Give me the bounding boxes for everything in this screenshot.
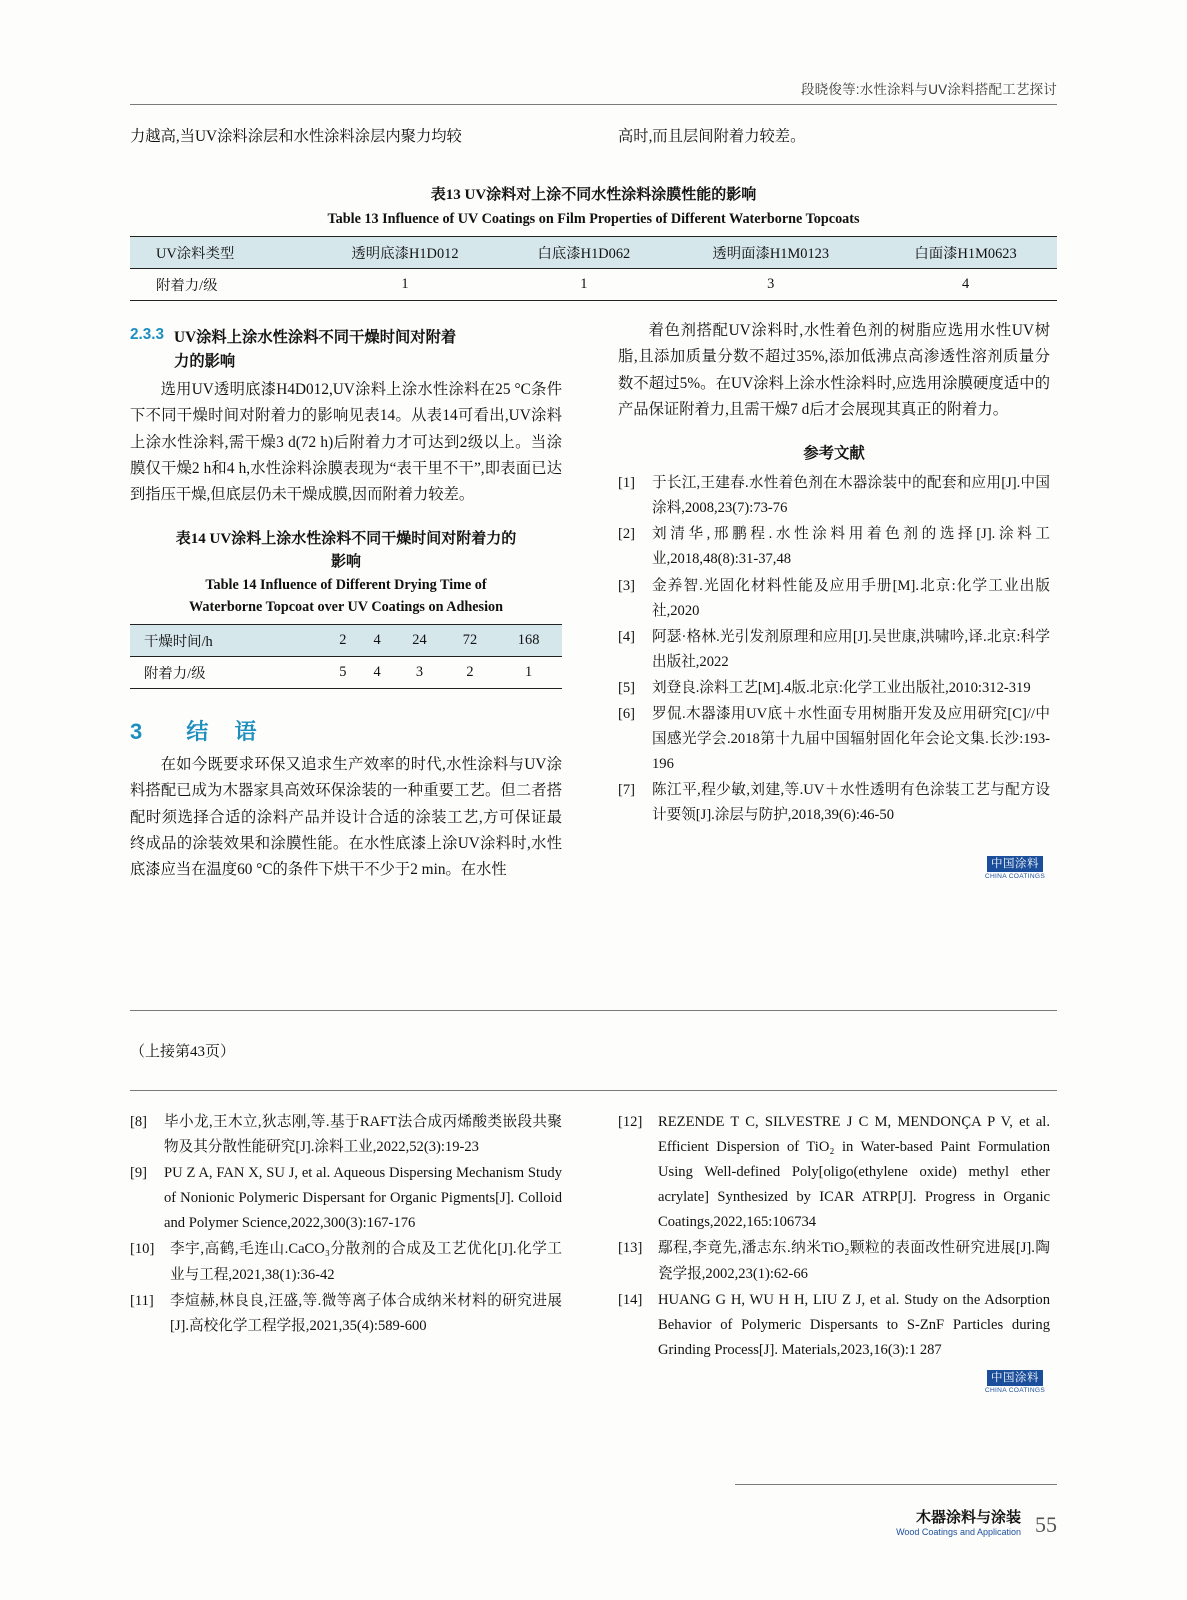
right-top-paragraph: 高时,而且层间附着力较差。 bbox=[618, 128, 806, 145]
reference-text: PU Z A, FAN X, SU J, et al. Aqueous Dispersing Mechanism Study of Nonionic Polymeric Dispersant for Organic Pigments[J]. Colloid and Polymer Science,2022,300(3):167-176 bbox=[164, 1165, 562, 1232]
table13-cell: 4 bbox=[961, 275, 970, 292]
column-left bbox=[130, 318, 562, 886]
table13-header-cell: 白底漆H1D062 bbox=[500, 236, 667, 268]
subsection-title-line2: 力的影响 bbox=[174, 353, 236, 371]
china-coatings-logo bbox=[980, 855, 1050, 881]
logo-row-bottom bbox=[618, 1369, 1050, 1395]
table14-header-row bbox=[130, 625, 562, 657]
reference-item bbox=[130, 1161, 562, 1236]
logo-cn-text: 中国涂料 bbox=[987, 1370, 1043, 1386]
table13-cell: 1 bbox=[401, 275, 409, 292]
table14-cell: 1 bbox=[525, 664, 533, 681]
reference-item bbox=[618, 778, 1050, 828]
continued-note: （上接第43页） bbox=[130, 1044, 236, 1060]
logo-row-top bbox=[618, 855, 1050, 881]
logo-cn-text: 中国涂料 bbox=[987, 856, 1043, 872]
reference-text: REZENDE T C, SILVESTRE J C M, MENDONÇA P V, et al. Efficient Dispersion of TiO₂ in Water-based Paint Formulation Using Well-defined Poly[oligo(ethylene oxide) methyl ether acrylate] Synthesized by ICAR ATRP[J]. Progress in Organic Coatings,2022,165:106734 bbox=[658, 1114, 1050, 1231]
column-right-bottom bbox=[618, 1110, 1050, 1395]
reference-number: [2] bbox=[618, 526, 636, 543]
reference-item bbox=[618, 702, 1050, 777]
footer-rule bbox=[735, 1484, 1057, 1485]
table13-caption-cn: 表13 UV涂料对上涂不同水性涂料涂膜性能的影响 bbox=[430, 187, 757, 203]
reference-text: 鄢程,李竟先,潘志东.纳米TiO₂颗粒的表面改性研究进展[J].陶瓷学报,2002,23(1):62-66 bbox=[658, 1240, 1050, 1282]
reference-number: [7] bbox=[618, 782, 636, 799]
conclusion-heading-number: 3 bbox=[130, 719, 153, 745]
table14-cell: 附着力/级 bbox=[144, 666, 206, 683]
reference-number: [1] bbox=[618, 475, 636, 492]
table13-row bbox=[130, 268, 1057, 300]
reference-item bbox=[618, 471, 1050, 521]
reference-text: HUANG G H, WU H H, LIU Z J, et al. Study on the Adsorption Behavior of Polymeric Dispersants to S-ZnF Particles during Grinding Process[J]. Materials,2023,16(3):1 287 bbox=[658, 1291, 1050, 1358]
bottom-columns bbox=[130, 1110, 1057, 1395]
reference-text: 刘登良.涂料工艺[M].4版.北京:化学工业出版社,2010:312-319 bbox=[652, 679, 1031, 696]
table14-caption-cn-line1: 表14 UV涂料上涂水性涂料不同干燥时间对附着力的 bbox=[175, 531, 517, 548]
reference-item bbox=[618, 522, 1050, 572]
reference-text: 罗侃.木器漆用UV底＋水性面专用树脂开发及应用研究[C]//中国感光学会.2018第十九届中国辐射固化年会论文集.长沙:193-196 bbox=[652, 706, 1050, 773]
left-paragraph-1: 选用UV透明底漆H4D012,UV涂料上涂水性涂料在25 °C条件下不同干燥时间对附着力的影响见表14。从表14可看出,UV涂料上涂水性涂料,需干燥3 d(72 h)后附着力才可达到2级以上。当涂膜仅干燥2 h和4 h,水性涂料涂膜表现为“表干里不干”,即表面已达到指压干燥,但底层仍未干燥成膜,因而附着力较差。 bbox=[130, 380, 562, 504]
section-divider-rule bbox=[130, 1010, 1057, 1011]
table14-header-cell: 干燥时间/h bbox=[130, 625, 326, 657]
reference-number: [12] bbox=[618, 1114, 643, 1130]
reference-text: 陈江平,程少敏,刘建,等.UV＋水性透明有色涂装工艺与配方设计要领[J].涂层与防护,2018,39(6):46-50 bbox=[652, 782, 1050, 824]
continued-divider-rule bbox=[130, 1090, 1057, 1091]
conclusion-paragraph: 在如今既要求环保又追求生产效率的时代,水性涂料与UV涂料搭配已成为木器家具高效环保涂装的一种重要工艺。但二者搭配时须选择合适的涂料产品并设计合适的涂装工艺,方可保证最终成品的涂装效果和涂膜性能。在水性底漆上涂UV涂料时,水性底漆应当在温度60 °C的条件下烘干不少于2 min。在水性 bbox=[130, 756, 562, 879]
page-number: 55 bbox=[1035, 1512, 1057, 1537]
conclusion-heading bbox=[130, 715, 562, 746]
reference-item bbox=[130, 1289, 562, 1339]
table14-cell: 4 bbox=[373, 664, 381, 681]
reference-item bbox=[618, 574, 1050, 624]
table14-block bbox=[130, 528, 562, 689]
subsection-title-line1: UV涂料上涂水性涂料不同干燥时间对附着 bbox=[174, 329, 457, 346]
reference-item bbox=[130, 1110, 562, 1160]
table13-header-cell: UV涂料类型 bbox=[130, 236, 310, 268]
reference-item bbox=[618, 1236, 1050, 1286]
table13-header-cell: 透明面漆H1M0123 bbox=[667, 236, 874, 268]
reference-text: 李宇,高鹤,毛连山.CaCO₃分散剂的合成及工艺优化[J].化学工业与工程,2021,38(1):36-42 bbox=[170, 1241, 562, 1283]
header-rule bbox=[130, 104, 1057, 105]
table14 bbox=[130, 624, 562, 689]
reference-number: [6] bbox=[618, 706, 636, 723]
table14-header-cell: 168 bbox=[495, 625, 562, 657]
table13-header-cell: 白面漆H1M0623 bbox=[874, 236, 1057, 268]
table14-cell: 3 bbox=[415, 664, 424, 681]
reference-number: [9] bbox=[130, 1165, 148, 1182]
table13-block bbox=[130, 170, 1057, 301]
china-coatings-logo bbox=[980, 1369, 1050, 1395]
conclusion-heading-text: 结 语 bbox=[186, 719, 267, 745]
reference-number: [13] bbox=[618, 1240, 643, 1257]
subsection-title bbox=[174, 326, 456, 375]
column-left-bottom bbox=[130, 1110, 562, 1395]
left-top-paragraph: 力越高,当UV涂料涂层和水性涂料涂层内聚力均较 bbox=[130, 128, 462, 145]
reference-text: 毕小龙,王木立,狄志刚,等.基于RAFT法合成丙烯酸类嵌段共聚物及其分散性能研究[J].涂料工业,2022,52(3):19-23 bbox=[164, 1114, 562, 1156]
right-paragraph-1: 着色剂搭配UV涂料时,水性着色剂的树脂应选用水性UV树脂,且添加质量分数不超过35%,添加低沸点高渗透性溶剂质量分数不超过5%。在UV涂料上涂水性涂料时,应选用涂膜硬度适中的产品保证附着力,且需干燥7 d后才会展现其真正的附着力。 bbox=[618, 322, 1050, 418]
reference-number: [5] bbox=[618, 679, 636, 696]
table14-caption-en bbox=[130, 575, 562, 618]
reference-number: [8] bbox=[130, 1114, 148, 1130]
table13-cell: 附着力/级 bbox=[156, 277, 218, 294]
journal-name bbox=[896, 1509, 1021, 1538]
table13-header-row bbox=[130, 236, 1057, 268]
reference-text: 刘清华,邢鹏程.水性涂料用着色剂的选择[J].涂料工业,2018,48(8):31-37,48 bbox=[652, 526, 1050, 568]
table13-cell: 3 bbox=[767, 275, 775, 292]
reference-item bbox=[618, 625, 1050, 675]
reference-number: [14] bbox=[618, 1291, 643, 1308]
table14-row bbox=[130, 657, 562, 689]
table14-cell: 2 bbox=[466, 664, 474, 681]
table14-caption-en-line2: Waterborne Topcoat over UV Coatings on Adhesion bbox=[189, 598, 503, 615]
running-head: 段晓俊等:水性涂料与UV涂料搭配工艺探讨 bbox=[800, 82, 1057, 97]
reference-text: 金养智.光固化材料性能及应用手册[M].北京:化学工业出版社,2020 bbox=[652, 577, 1050, 619]
subsection-number: 2.3.3 bbox=[130, 326, 165, 343]
reference-item bbox=[130, 1237, 562, 1287]
table14-cell: 5 bbox=[339, 664, 347, 681]
reference-item bbox=[618, 676, 1050, 701]
logo-en-text: CHINA COATINGS bbox=[984, 1387, 1046, 1394]
table14-header-cell: 72 bbox=[445, 625, 495, 657]
table14-header-cell: 2 bbox=[326, 625, 360, 657]
column-right bbox=[618, 318, 1050, 886]
page-footer bbox=[896, 1509, 1057, 1538]
references-title: 参考文献 bbox=[803, 445, 865, 463]
reference-text: 于长江,王建春.水性着色剂在木器涂装中的配套和应用[J].中国涂料,2008,23(7):73-76 bbox=[652, 475, 1050, 517]
table14-caption-en-line1: Table 14 Influence of Different Drying Time of bbox=[205, 577, 487, 594]
reference-item bbox=[618, 1110, 1050, 1235]
reference-number: [4] bbox=[618, 628, 636, 645]
journal-name-en: Wood Coatings and Application bbox=[896, 1527, 1021, 1538]
logo-en-text: CHINA COATINGS bbox=[984, 872, 1046, 880]
reference-number: [3] bbox=[618, 577, 636, 594]
column-right-top bbox=[618, 124, 1050, 152]
main-columns bbox=[130, 318, 1057, 886]
reference-item bbox=[618, 1288, 1050, 1363]
top-paragraph-columns bbox=[130, 124, 1057, 152]
reference-number: [11] bbox=[130, 1292, 154, 1309]
table14-header-cell: 24 bbox=[394, 625, 444, 657]
table14-caption-cn-line2: 影响 bbox=[330, 553, 361, 570]
reference-text: 李煊赫,林良良,汪盛,等.微等离子体合成纳米材料的研究进展[J].高校化学工程学报,2021,35(4):589-600 bbox=[170, 1292, 562, 1334]
journal-name-cn: 木器涂料与涂装 bbox=[915, 1509, 1021, 1527]
column-left-top bbox=[130, 124, 562, 152]
table13-caption-en: Table 13 Influence of UV Coatings on Film Properties of Different Waterborne Topcoats bbox=[327, 210, 860, 227]
table14-header-cell: 4 bbox=[360, 625, 394, 657]
table14-caption-cn bbox=[130, 528, 562, 573]
subsection-2-3-3 bbox=[130, 326, 562, 375]
reference-number: [10] bbox=[130, 1241, 155, 1258]
table13-cell: 1 bbox=[580, 275, 588, 292]
reference-text: 阿瑟·格林.光引发剂原理和应用[J].吴世康,洪啸吟,译.北京:科学出版社,2022 bbox=[652, 628, 1050, 670]
table13 bbox=[130, 236, 1057, 301]
table13-header-cell: 透明底漆H1D012 bbox=[310, 236, 501, 268]
